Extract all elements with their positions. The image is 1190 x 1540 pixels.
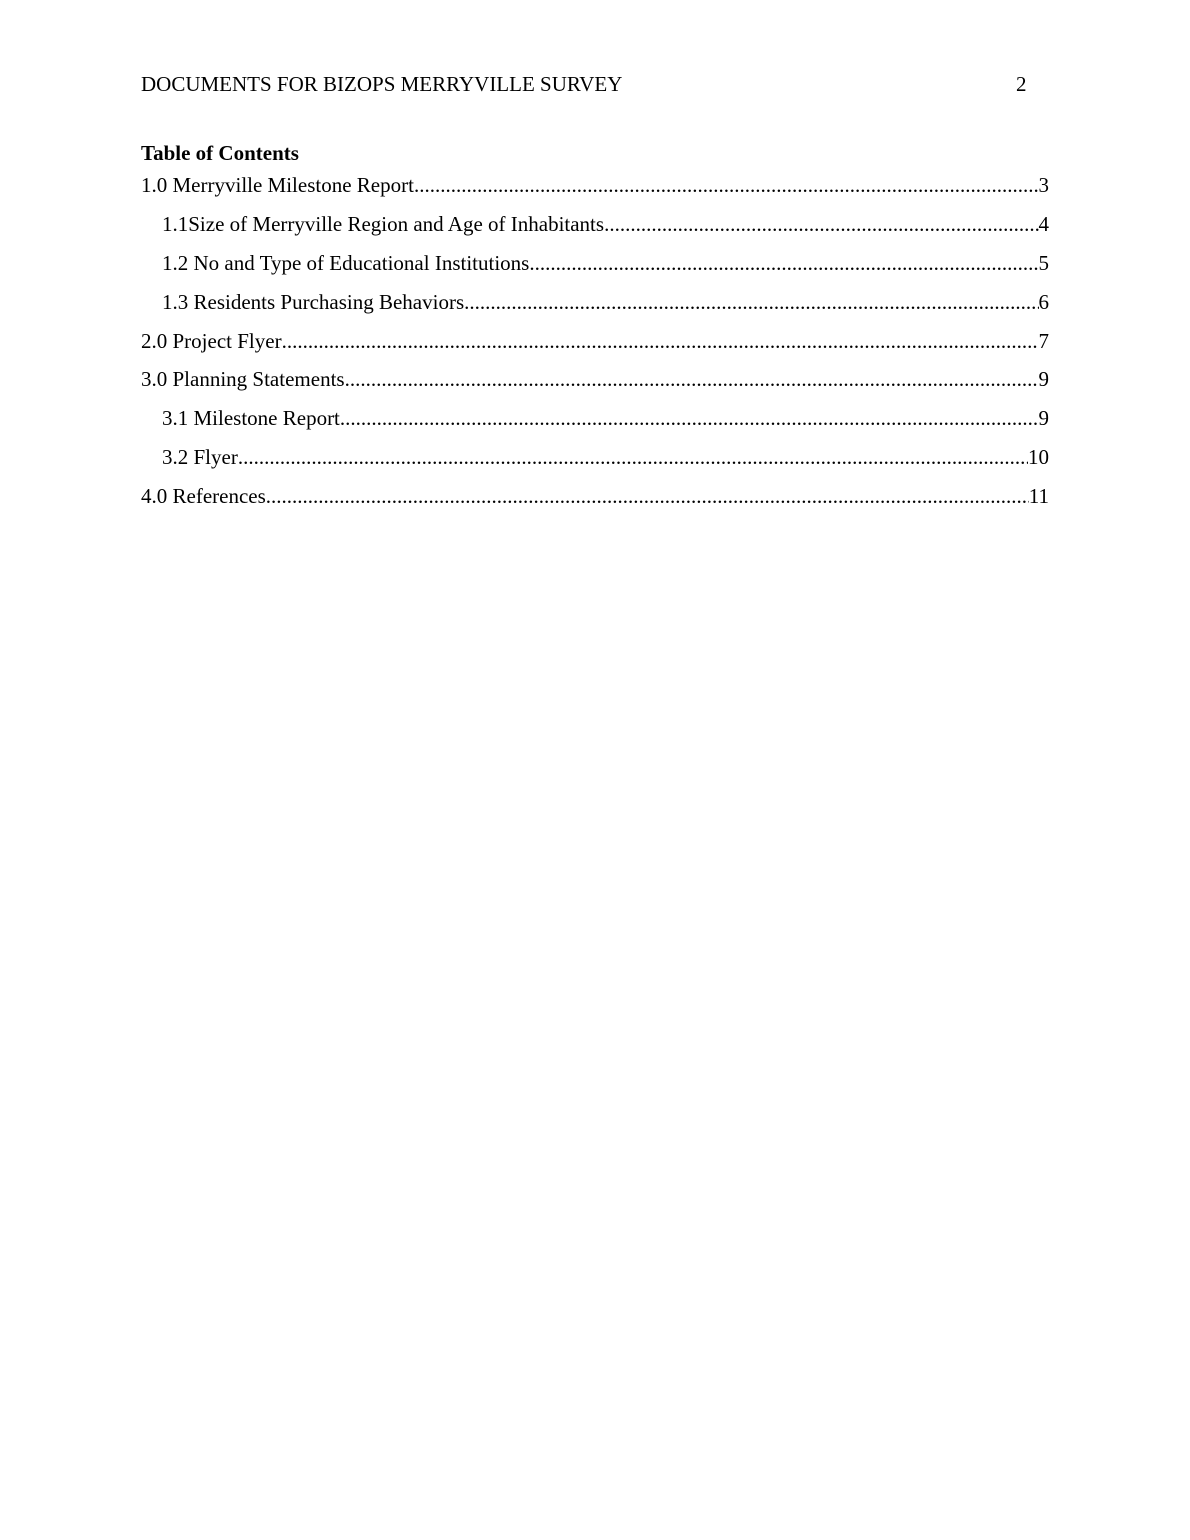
toc-dot-leader [604,211,1038,237]
toc-entry[interactable] [141,289,1049,328]
toc-entry[interactable] [141,328,1049,367]
toc-dot-leader [340,405,1039,431]
toc-entry[interactable] [141,211,1049,250]
toc-dot-leader [238,444,1028,470]
toc-entry-page: 9 [1038,406,1049,431]
toc-entry[interactable] [141,483,1049,522]
toc-entry-page: 10 [1028,445,1049,470]
toc-entry-page: 4 [1038,211,1049,236]
toc-dot-leader [529,250,1038,276]
toc-entry-text: 1.3 Residents Purchasing Behaviors [162,289,465,314]
table-of-contents [141,172,1049,522]
toc-entry-text: 3.1 Milestone Report [162,406,340,431]
toc-entry-text: 2.0 Project Flyer [141,328,282,353]
toc-entry[interactable] [141,172,1049,211]
toc-dot-leader [345,366,1039,392]
toc-entry-page: 6 [1038,289,1049,314]
toc-entry[interactable] [141,250,1049,289]
toc-entry-text: 3.2 Flyer [162,445,238,470]
toc-entry-text: 4.0 References [141,484,266,509]
toc-entry-page: 9 [1038,367,1049,392]
toc-entry-text: 1.2 No and Type of Educational Institutions [162,250,530,275]
toc-entry-page: 5 [1038,250,1049,275]
toc-entry-page: 7 [1038,328,1049,353]
page-number: 2 [1016,72,1027,96]
toc-dot-leader [266,483,1029,509]
toc-entry[interactable] [141,444,1049,483]
running-head: DOCUMENTS FOR BIZOPS MERRYVILLE SURVEY [141,72,623,96]
toc-entry[interactable] [141,366,1049,405]
toc-entry-page: 11 [1028,484,1049,509]
toc-entry[interactable] [141,405,1049,444]
toc-entry-text: 1.1Size of Merryville Region and Age of Inhabitants [162,211,605,236]
toc-dot-leader [464,289,1038,315]
toc-title: Table of Contents [141,141,299,165]
toc-entry-page: 3 [1038,173,1049,197]
toc-dot-leader [414,172,1039,198]
toc-entry-text: 3.0 Planning Statements [141,367,345,392]
toc-entry-text: 1.0 Merryville Milestone Report [141,173,414,197]
toc-dot-leader [282,328,1039,354]
